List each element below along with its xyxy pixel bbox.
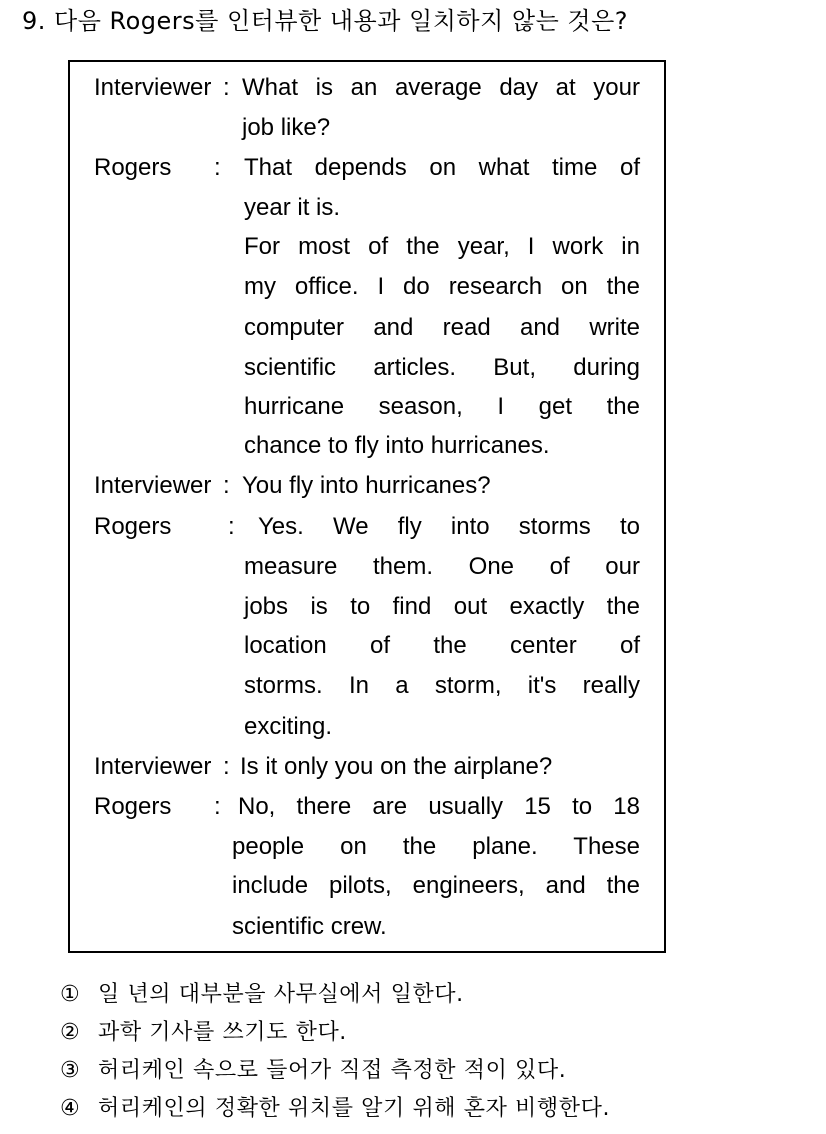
dialogue-line: Is it only you on the airplane? — [240, 753, 553, 780]
dialogue-line: For most of the year, I work in — [244, 233, 640, 260]
speaker-label: Interviewer — [94, 472, 212, 499]
speaker-colon: : — [214, 793, 221, 820]
choice-3[interactable] — [60, 1052, 610, 1090]
dialogue-line: my office. I do research on the — [244, 273, 640, 300]
choice-number: ① — [60, 982, 81, 1007]
question-title: 9. 다음 Rogers를 인터뷰한 내용과 일치하지 않는 것은? — [22, 7, 629, 35]
dialogue-line: No, there are usually 15 to 18 — [238, 793, 640, 820]
speaker-colon: : — [223, 74, 230, 101]
choice-text: 일 년의 대부분을 사무실에서 일한다. — [98, 982, 464, 1007]
dialogue-line: hurricane season, I get the — [244, 393, 640, 420]
speaker-label: Rogers — [94, 513, 172, 540]
speaker-colon: : — [214, 154, 221, 181]
choice-number: ③ — [60, 1058, 81, 1083]
dialogue-line: exciting. — [244, 713, 333, 740]
dialogue-line: Yes. We fly into storms to — [258, 513, 640, 540]
speaker-colon: : — [228, 513, 235, 540]
choice-2[interactable] — [60, 1014, 610, 1052]
dialogue-line: storms. In a storm, it's really — [244, 672, 640, 699]
dialogue-line: computer and read and write — [244, 314, 640, 341]
choice-number: ② — [60, 1020, 81, 1045]
dialogue-line: What is an average day at your — [242, 74, 640, 101]
speaker-colon: : — [223, 753, 230, 780]
answer-choices — [60, 976, 610, 1128]
dialogue-line: scientific crew. — [232, 913, 387, 940]
choice-text: 과학 기사를 쓰기도 한다. — [98, 1020, 347, 1045]
choice-number: ④ — [60, 1096, 81, 1121]
dialogue-line: You fly into hurricanes? — [242, 472, 491, 499]
dialogue-line: chance to fly into hurricanes. — [244, 432, 550, 459]
choice-4[interactable] — [60, 1090, 610, 1128]
choice-text: 허리케인의 정확한 위치를 알기 위해 혼자 비행한다. — [98, 1096, 611, 1121]
speaker-label: Rogers — [94, 793, 172, 820]
dialogue-line: location of the center of — [244, 632, 640, 659]
dialogue-line: people on the plane. These — [232, 833, 640, 860]
choice-1[interactable] — [60, 976, 610, 1014]
choice-text: 허리케인 속으로 들어가 직접 측정한 적이 있다. — [98, 1058, 567, 1083]
dialogue-passage-box — [68, 60, 666, 953]
dialogue-line: year it is. — [244, 194, 341, 221]
speaker-colon: : — [223, 472, 230, 499]
dialogue-line: scientific articles. But, during — [244, 354, 640, 381]
dialogue-line: measure them. One of our — [244, 553, 640, 580]
speaker-label: Rogers — [94, 154, 172, 181]
dialogue-line: job like? — [242, 114, 331, 141]
speaker-label: Interviewer — [94, 753, 212, 780]
dialogue-line: That depends on what time of — [244, 154, 640, 181]
speaker-label: Interviewer — [94, 74, 212, 101]
dialogue-line: jobs is to find out exactly the — [244, 593, 640, 620]
dialogue-line: include pilots, engineers, and the — [232, 872, 640, 899]
